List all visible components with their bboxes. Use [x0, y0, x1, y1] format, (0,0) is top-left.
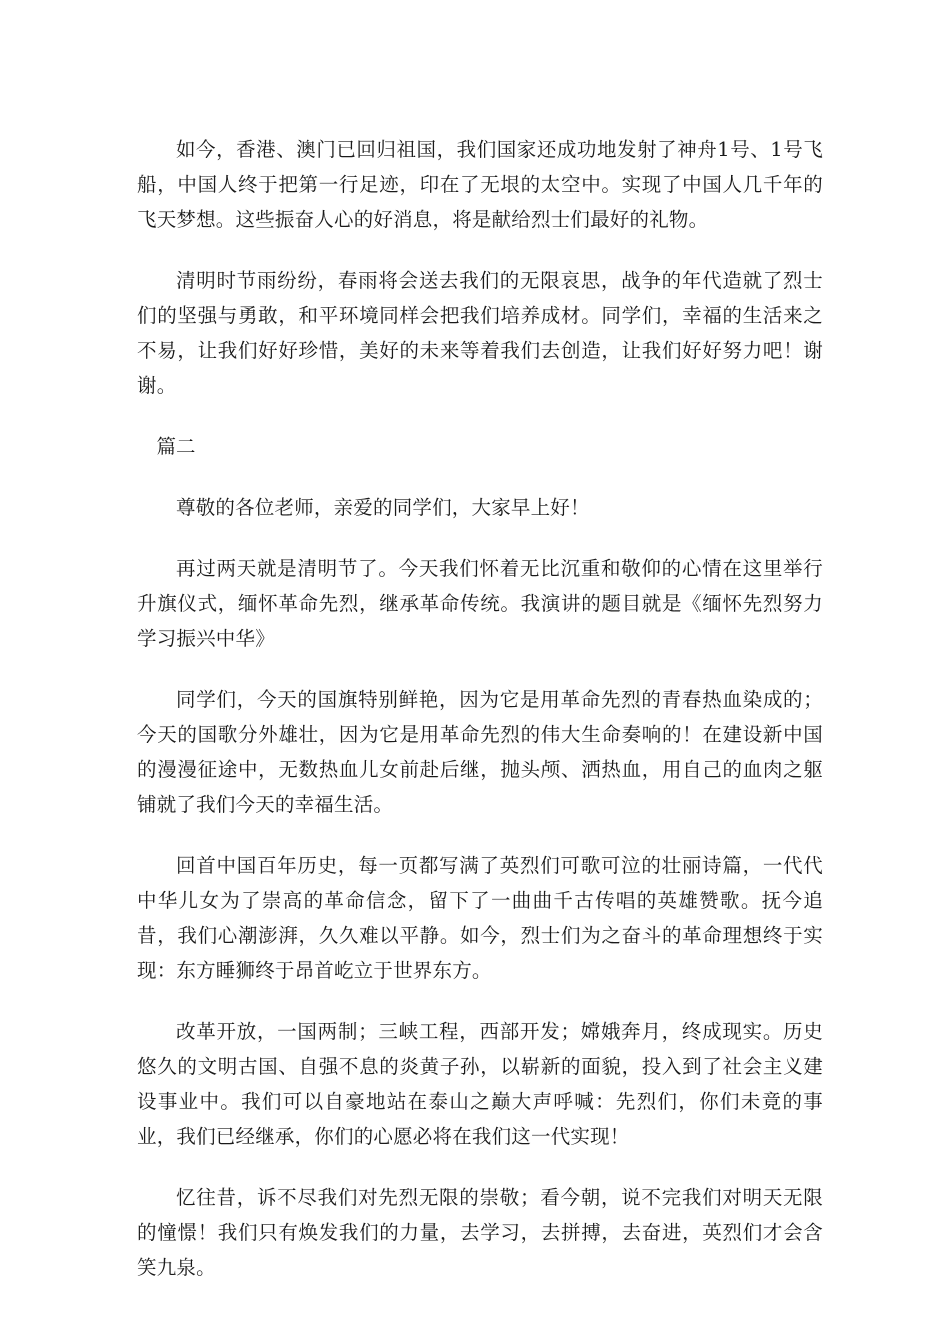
paragraph-national-flag: 同学们，今天的国旗特别鲜艳，因为它是用革命先烈的青春热血染成的；今天的国歌分外雄壮，因为它是用革命先烈的伟大生命奏响的！在建设新中国的漫漫征途中，无数热血儿女前赴后继，抛头颅、洒热血，用自己的血肉之躯铺就了我们今天的幸福生活。 [137, 688, 823, 816]
paragraph-history: 回首中国百年历史，每一页都写满了英烈们可歌可泣的壮丽诗篇，一代代中华儿女为了崇高的革命信念，留下了一曲曲千古传唱的英雄赞歌。抚今追昔，我们心潮澎湃，久久难以平静。如今，烈士们为之奋斗的革命理想终于实现：东方睡狮终于昂首屹立于世界东方。 [137, 854, 823, 982]
paragraph-greeting: 尊敬的各位老师，亲爱的同学们，大家早上好！ [176, 496, 590, 519]
document-page [137, 132, 823, 1311]
paragraph-space-achievements: 如今，香港、澳门已回归祖国，我们国家还成功地发射了神舟1号、1号飞船，中国人终于把第一行足迹，印在了无垠的太空中。实现了中国人几千年的飞天梦想。这些振奋人心的好消息，将是献给烈士们最好的礼物。 [137, 138, 823, 231]
paragraph-qingming-closing: 清明时节雨纷纷，春雨将会送去我们的无限哀思，战争的年代造就了烈士们的坚强与勇敢，和平环境同样会把我们培养成材。同学们，幸福的生活来之不易，让我们好好珍惜，美好的未来等着我们去创造，让我们好好努力吧！谢谢。 [137, 269, 823, 397]
paragraph-speech-topic: 再过两天就是清明节了。今天我们怀着无比沉重和敬仰的心情在这里举行升旗仪式，缅怀革命先烈，继承革命传统。我演讲的题目就是《缅怀先烈努力学习振兴中华》 [137, 557, 823, 650]
section-heading: 篇二 [156, 435, 196, 458]
paragraph-reform: 改革开放，一国两制；三峡工程，西部开发；嫦娥奔月，终成现实。历史悠久的文明古国、自强不息的炎黄子孙，以崭新的面貌，投入到了社会主义建设事业中。我们可以自豪地站在泰山之巅大声呼喊：先烈们，你们未竟的事业，我们已经继承，你们的心愿必将在我们这一代实现！ [137, 1020, 823, 1148]
paragraph-recall-past: 忆往昔，诉不尽我们对先烈无限的崇敬；看今朝，说不完我们对明天无限的憧憬！我们只有焕发我们的力量，去学习，去拼搏，去奋进，英烈们才会含笑九泉。 [137, 1186, 823, 1279]
